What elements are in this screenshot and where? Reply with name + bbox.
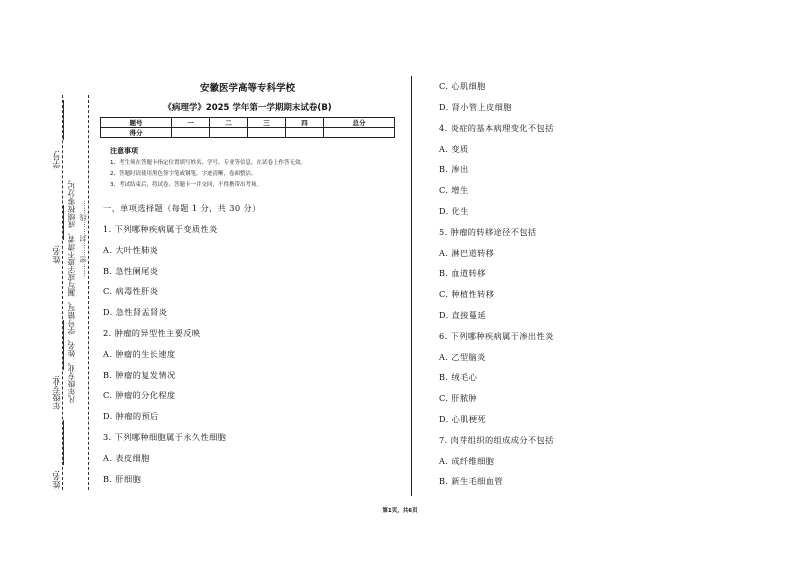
- answer-option[interactable]: D. 肿瘤的预后: [103, 411, 159, 421]
- answer-option[interactable]: B. 血道转移: [439, 268, 486, 278]
- answer-option[interactable]: C. 种植性转移: [439, 289, 495, 299]
- answer-option[interactable]: A. 乙型脑炎: [439, 352, 486, 362]
- question-stem: 1. 下列哪种疾病属于变质性炎: [103, 224, 218, 234]
- question-stem: 6. 下列哪种疾病属于渗出性炎: [439, 331, 554, 341]
- warning-text: 凡年级专业、姓名、学号错写、漏写或字迹不清者，成绩按零分记。: [67, 175, 76, 403]
- class-blank[interactable]: [63, 320, 64, 370]
- answer-option[interactable]: B. 急性阑尾炎: [103, 266, 159, 276]
- score-table-score-row: [101, 128, 395, 138]
- bottom-name-label: 姓名:: [52, 470, 61, 489]
- answer-option[interactable]: A. 变质: [439, 144, 469, 154]
- score-cell: 四: [286, 118, 324, 128]
- score-cell: 二: [209, 118, 247, 128]
- answer-option[interactable]: A. 表皮细胞: [103, 453, 150, 463]
- score-input-cell[interactable]: [171, 128, 209, 138]
- answer-option[interactable]: D. 心肌梗死: [439, 414, 487, 424]
- seal-line-inner: [88, 95, 89, 490]
- answer-option[interactable]: A. 大叶性肺炎: [103, 245, 159, 255]
- question-stem: 5. 肿瘤的转移途径不包括: [439, 227, 537, 237]
- student-id-blank[interactable]: [63, 100, 64, 140]
- name-label: 姓名:: [52, 245, 61, 264]
- question-stem: 2. 肿瘤的异型性主要反映: [103, 328, 201, 338]
- score-table: [100, 117, 395, 138]
- notice-item: 1、考生须在答题卡指定位置填写姓名、学号、专业等信息，在试卷上作答无效。: [110, 160, 307, 166]
- score-cell: 得分: [101, 128, 172, 138]
- score-input-cell[interactable]: [324, 128, 395, 138]
- answer-option[interactable]: A. 淋巴道转移: [439, 248, 495, 258]
- answer-option[interactable]: B. 新生毛细血管: [439, 476, 503, 486]
- answer-option[interactable]: A. 成纤维细胞: [439, 456, 495, 466]
- answer-option[interactable]: B. 渗出: [439, 164, 469, 174]
- name-blank[interactable]: [63, 205, 64, 240]
- answer-option[interactable]: D. 肾小管上皮细胞: [439, 102, 512, 112]
- answer-option[interactable]: D. 急性肾盂肾炎: [103, 307, 168, 317]
- exam-title: 《病理学》2025 学年第一学期期末试卷(B): [163, 103, 332, 113]
- score-cell: 三: [247, 118, 285, 128]
- score-input-cell[interactable]: [209, 128, 247, 138]
- answer-option[interactable]: C. 心肌细胞: [439, 81, 486, 91]
- answer-option[interactable]: B. 肿瘤的复发情况: [103, 370, 176, 380]
- answer-option[interactable]: B. 肝细胞: [103, 474, 142, 484]
- answer-option[interactable]: C. 肿瘤的分化程度: [103, 390, 176, 400]
- question-stem: 3. 下列哪种细胞属于永久性细胞: [103, 432, 227, 442]
- answer-option[interactable]: C. 病毒性肝炎: [103, 286, 159, 296]
- column-divider: [411, 76, 412, 496]
- score-input-cell[interactable]: [286, 128, 324, 138]
- class-label: 年级专业:: [52, 375, 61, 410]
- notice-title: 注意事项: [110, 147, 138, 155]
- school-name: 安徽医学高等专科学校: [199, 83, 295, 94]
- answer-option[interactable]: D. 化生: [439, 206, 469, 216]
- answer-option[interactable]: A. 肿瘤的生长速度: [103, 349, 176, 359]
- score-input-cell[interactable]: [247, 128, 285, 138]
- question-stem: 7. 肉芽组织的组成成分不包括: [439, 435, 554, 445]
- answer-option[interactable]: C. 肝脓肿: [439, 393, 478, 403]
- score-cell: 题号: [101, 118, 172, 128]
- notice-item: 2、答题时请使用黑色签字笔或钢笔，字迹清晰，卷面整洁。: [110, 171, 257, 177]
- question-stem: 4. 炎症的基本病理变化不包括: [439, 123, 554, 133]
- answer-option[interactable]: B. 绒毛心: [439, 372, 478, 382]
- score-cell: 总分: [324, 118, 395, 128]
- section-heading: 一、单项选择题（每题 1 分，共 30 分）: [103, 203, 261, 213]
- notice-item: 3、考试结束后，将试卷、答题卡一并交回，不得携带出考场。: [110, 182, 263, 188]
- bottom-blank[interactable]: [63, 420, 64, 465]
- answer-option[interactable]: C. 增生: [439, 185, 469, 195]
- score-cell: 一: [171, 118, 209, 128]
- page-number: 第1页，共6页: [382, 508, 418, 514]
- answer-option[interactable]: D. 直接蔓延: [439, 310, 487, 320]
- student-id-label: 学号:: [52, 150, 61, 169]
- score-table-header-row: [101, 118, 395, 128]
- seal-text: ……密……封……线……: [79, 200, 87, 277]
